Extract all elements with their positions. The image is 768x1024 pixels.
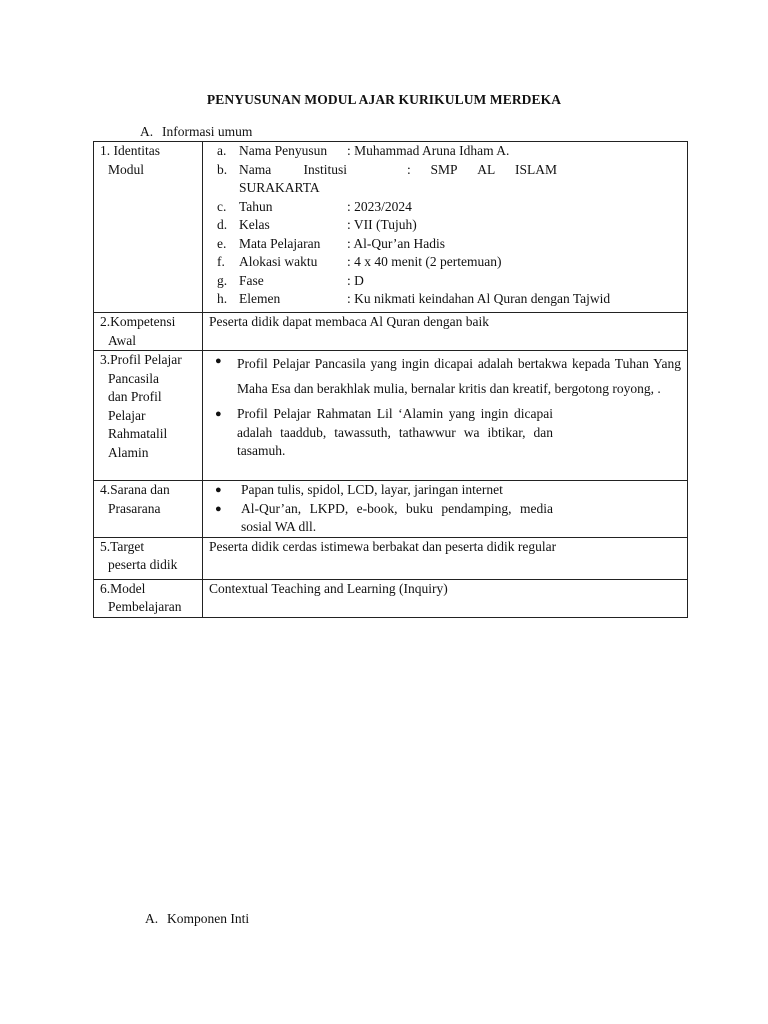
row-label-line: Modul [108,161,145,177]
list-item: ● Papan tulis, spidol, LCD, layar, jaringan internet [209,481,681,500]
row-label-line: 4.Sarana dan [100,482,170,497]
bullet-list [209,352,681,461]
list-item: f. Alokasi waktu : 4 x 40 menit (2 pertemuan) [217,254,502,269]
list-item: h. Elemen : Ku nikmati keindahan Al Quran dengan Tajwid [217,291,611,306]
section-heading-komponen-inti [145,911,249,927]
list-item: e. Mata Pelajaran : Al-Qur’an Hadis [217,235,445,251]
bullet-icon: ● [215,408,222,420]
row-label-line: 6.Model [100,580,146,596]
bullet-icon: ● [215,502,222,515]
row-label-line: 3.Profil Pelajar [100,352,182,367]
row-label [94,579,203,617]
list-item: ● Profil Pelajar Rahmatan Lil ‘Alamin yang ingin dicapai adalah taaddub, tawassuth, tathawwur wa ibtikar, dan tasamuh. [209,405,681,461]
section-letter: A. [145,911,159,926]
bullet-icon: ● [215,355,222,367]
table-row-sarana-prasarana [94,481,688,538]
list-item: SURAKARTA [239,180,320,195]
section-letter: A. [140,124,154,139]
bullet-icon: ● [215,484,222,496]
table-row-target-peserta [94,537,688,579]
section-label: Informasi umum [162,124,253,139]
table-row-model-pembelajaran [94,579,688,617]
row-content: Contextual Teaching and Learning (Inquiry) [203,579,688,617]
row-label-line: Pancasila [108,370,159,386]
row-label-line: 1. Identitas [100,143,160,158]
table-row-profil-pelajar [94,351,688,481]
row-content: Peserta didik cerdas istimewa berbakat dan peserta didik regular [203,537,688,579]
identity-list [209,142,681,309]
document-title: PENYUSUNAN MODUL AJAR KURIKULUM MERDEKA [206,92,562,107]
section-label: Komponen Inti [167,911,250,926]
bullet-list [209,481,681,537]
module-info-table [93,141,688,618]
table-row-identitas [94,142,688,313]
row-content [203,351,688,481]
row-label-line: Pembelajaran [108,599,182,614]
list-item: g. Fase : D [217,272,364,288]
row-label-line: dan Profil [108,389,162,404]
row-content: Peserta didik dapat membaca Al Quran dengan baik [203,313,688,351]
list-item: ● Al-Qur’an, LKPD, e-book, buku pendamping, media sosial WA dll. [209,500,681,537]
row-label [94,481,203,538]
table-row-kompetensi-awal [94,313,688,351]
row-label [94,142,203,313]
list-item: a. Nama Penyusun : Muhammad Aruna Idham A. [217,143,510,158]
row-label [94,351,203,481]
row-label-line: 2.Kompetensi [100,314,176,329]
section-heading-informasi-umum [140,124,252,140]
row-label-line: peserta didik [108,557,178,572]
row-label-line: 5.Target [100,538,145,554]
list-item: c. Tahun : 2023/2024 [217,198,412,214]
list-item: ● Profil Pelajar Pancasila yang ingin dicapai adalah bertakwa kepada Tuhan Yang Maha Esa dan berakhlak mulia, bernalar kritis dan kreatif, bergotong royong, . [209,352,681,401]
row-content [203,142,688,313]
row-label-line: Prasarana [108,500,161,516]
list-item: b. Nama Institusi : SMP AL ISLAM [217,161,557,177]
list-item: d. Kelas : VII (Tujuh) [217,217,417,232]
row-content [203,481,688,538]
row-label-line: Awal [108,332,137,348]
row-label [94,313,203,351]
row-label-line: Rahmatalil [108,426,168,441]
row-label [94,537,203,579]
row-label-line: Alamin [108,444,149,460]
row-label-line: Pelajar [108,407,146,423]
